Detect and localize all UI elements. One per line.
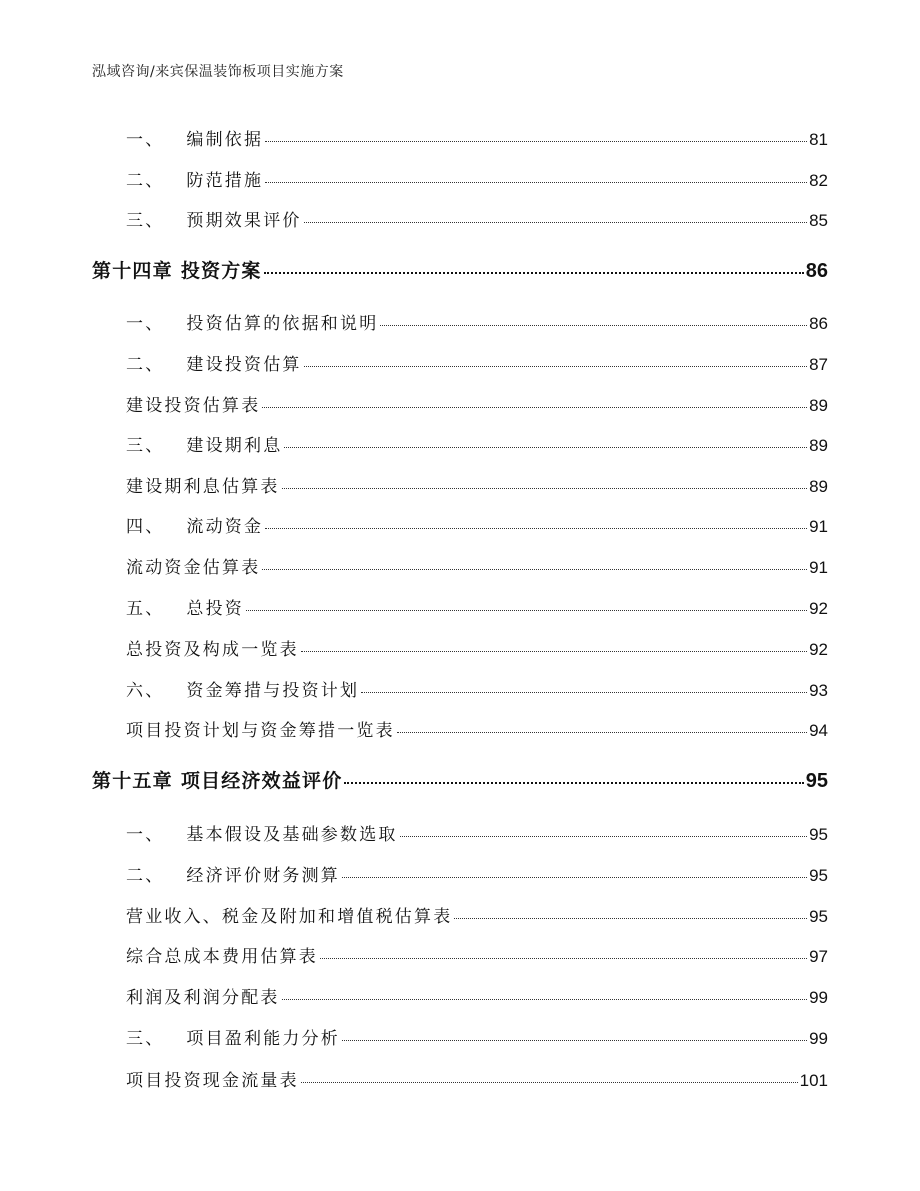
- toc-entry-number: 三、: [126, 436, 165, 456]
- toc-entry-label: [126, 902, 452, 927]
- toc-dot-leader: [301, 651, 807, 652]
- toc-dot-leader: [380, 325, 807, 326]
- toc-dot-leader: [284, 447, 807, 448]
- toc-entry-title: 建设投资估算表: [126, 396, 261, 416]
- toc-entry-title: 投资估算的依据和说明: [186, 314, 379, 334]
- toc-dot-leader: [265, 528, 807, 529]
- toc-section-entry[interactable]: [126, 553, 828, 578]
- toc-entry-label: [126, 942, 318, 967]
- toc-section-entry[interactable]: [126, 983, 828, 1008]
- toc-entry-label: [126, 861, 340, 886]
- toc-page-number: 89: [809, 477, 828, 496]
- toc-section-entry[interactable]: [126, 431, 828, 456]
- toc-entry-label: [126, 206, 302, 231]
- toc-dot-leader: [400, 836, 807, 837]
- header-divider: [92, 84, 828, 85]
- toc-entry-label: [126, 125, 263, 150]
- toc-page-number: 92: [809, 599, 828, 618]
- toc-page-number: 95: [805, 770, 828, 792]
- toc-page-number: 82: [809, 171, 828, 190]
- toc-dot-leader: [344, 782, 803, 784]
- toc-entry-number: 六、: [126, 681, 165, 701]
- toc-section-entry[interactable]: [126, 902, 828, 927]
- toc-entry-number: 二、: [126, 866, 165, 886]
- toc-section-entry[interactable]: [126, 309, 828, 334]
- toc-section-entry[interactable]: [126, 635, 828, 660]
- toc-section-entry[interactable]: [126, 166, 828, 191]
- toc-page-number: 99: [809, 988, 828, 1007]
- toc-entry-label: [92, 256, 262, 283]
- toc-chapter-entry[interactable]: [92, 256, 828, 283]
- toc-dot-leader: [320, 958, 807, 959]
- toc-entry-number: 一、: [126, 314, 165, 334]
- toc-page-number: 81: [809, 130, 828, 149]
- toc-entry-label: [126, 820, 398, 845]
- toc-entry-title: 预期效果评价: [186, 211, 302, 231]
- toc-section-entry[interactable]: [126, 206, 828, 231]
- toc-section-entry[interactable]: [126, 391, 828, 416]
- toc-entry-title: 防范措施: [186, 171, 264, 191]
- toc-dot-leader: [282, 488, 807, 489]
- toc-dot-leader: [397, 732, 807, 733]
- toc-entry-title: 经济评价财务测算: [186, 866, 341, 886]
- toc-entry-label: [126, 431, 282, 456]
- toc-dot-leader: [304, 366, 807, 367]
- toc-section-entry[interactable]: [126, 861, 828, 886]
- toc-entry-title: 利润及利润分配表: [126, 988, 280, 1008]
- toc-page-number: 86: [809, 314, 828, 333]
- toc-entry-number: 二、: [126, 355, 165, 375]
- toc-entry-title: 资金筹措与投资计划: [186, 681, 360, 701]
- toc-entry-number: 三、: [126, 1029, 165, 1049]
- toc-section-entry[interactable]: [126, 594, 828, 619]
- toc-page-number: 89: [809, 396, 828, 415]
- toc-entry-number: 第十四章: [92, 260, 173, 282]
- toc-entry-title: 编制依据: [186, 130, 264, 150]
- toc-entry-label: [126, 1024, 340, 1049]
- toc-entry-label: [126, 983, 280, 1008]
- toc-entry-label: [92, 766, 342, 793]
- toc-dot-leader: [262, 569, 807, 570]
- toc-entry-title: 建设期利息: [186, 436, 283, 456]
- toc-dot-leader: [282, 999, 807, 1000]
- toc-section-entry[interactable]: [126, 472, 828, 497]
- toc-dot-leader: [265, 141, 807, 142]
- toc-page-number: 91: [809, 517, 828, 536]
- toc-page-number: 91: [809, 558, 828, 577]
- toc-dot-leader: [264, 272, 804, 274]
- toc-entry-label: [126, 166, 263, 191]
- toc-entry-label: [126, 309, 378, 334]
- toc-entry-label: [126, 676, 359, 701]
- toc-entry-title: 项目经济效益评价: [180, 770, 343, 792]
- toc-page-number: 89: [809, 436, 828, 455]
- toc-entry-title: 建设投资估算: [186, 355, 302, 375]
- toc-section-entry[interactable]: [126, 820, 828, 845]
- toc-page-number: 87: [809, 355, 828, 374]
- toc-dot-leader: [262, 407, 807, 408]
- toc-dot-leader: [454, 918, 807, 919]
- toc-entry-label: [126, 472, 280, 497]
- toc-entry-label: [126, 594, 244, 619]
- toc-page-number: 95: [809, 825, 828, 844]
- toc-entry-title: 投资方案: [180, 260, 262, 282]
- toc-page-number: 92: [809, 640, 828, 659]
- toc-entry-number: 四、: [126, 517, 165, 537]
- toc-section-entry[interactable]: [126, 1066, 828, 1091]
- toc-page-number: 97: [809, 947, 828, 966]
- toc-entry-title: 建设期利息估算表: [126, 477, 280, 497]
- toc-section-entry[interactable]: [126, 716, 828, 741]
- toc-entry-number: 一、: [126, 825, 165, 845]
- toc-entry-title: 营业收入、税金及附加和增值税估算表: [126, 907, 453, 927]
- toc-page-number: 85: [809, 211, 828, 230]
- toc-page-number: 93: [809, 681, 828, 700]
- toc-entry-label: [126, 553, 260, 578]
- toc-chapter-entry[interactable]: [92, 766, 828, 793]
- running-header: 泓域咨询/来宾保温装饰板项目实施方案: [92, 64, 344, 80]
- toc-dot-leader: [342, 877, 807, 878]
- toc-section-entry[interactable]: [126, 1024, 828, 1049]
- toc-entry-label: [126, 350, 302, 375]
- toc-section-entry[interactable]: [126, 676, 828, 701]
- toc-section-entry[interactable]: [126, 350, 828, 375]
- toc-page-number: 94: [809, 721, 828, 740]
- toc-page-number: 95: [809, 907, 828, 926]
- toc-section-entry[interactable]: [126, 512, 828, 537]
- toc-dot-leader: [246, 610, 807, 611]
- toc-page-number: 101: [799, 1071, 828, 1090]
- toc-page-number: 99: [809, 1029, 828, 1048]
- toc-entry-number: 五、: [126, 599, 165, 619]
- toc-entry-number: 二、: [126, 171, 165, 191]
- toc-entry-title: 总投资: [186, 599, 245, 619]
- toc-entry-number: 一、: [126, 130, 165, 150]
- toc-dot-leader: [304, 222, 807, 223]
- toc-section-entry[interactable]: [126, 125, 828, 150]
- toc-page-number: 95: [809, 866, 828, 885]
- toc-entry-title: 项目投资现金流量表: [126, 1071, 299, 1091]
- toc-dot-leader: [361, 692, 807, 693]
- toc-entry-label: [126, 512, 263, 537]
- toc-dot-leader: [265, 182, 807, 183]
- toc-dot-leader: [301, 1082, 798, 1083]
- toc-entry-title: 基本假设及基础参数选取: [186, 825, 398, 845]
- toc-page-number: 86: [805, 260, 828, 282]
- toc-entry-title: 总投资及构成一览表: [126, 640, 299, 660]
- toc-entry-title: 项目投资计划与资金筹措一览表: [126, 721, 395, 741]
- toc-entry-number: 第十五章: [92, 770, 173, 792]
- toc-entry-title: 项目盈利能力分析: [186, 1029, 341, 1049]
- toc-entry-number: 三、: [126, 211, 165, 231]
- toc-dot-leader: [342, 1040, 807, 1041]
- toc-entry-label: [126, 716, 395, 741]
- toc-entry-label: [126, 635, 299, 660]
- toc-entry-title: 流动资金估算表: [126, 558, 261, 578]
- toc-entry-label: [126, 391, 260, 416]
- toc-entry-title: 综合总成本费用估算表: [126, 947, 318, 967]
- toc-entry-title: 流动资金: [186, 517, 264, 537]
- toc-section-entry[interactable]: [126, 942, 828, 967]
- toc-entry-label: [126, 1066, 299, 1091]
